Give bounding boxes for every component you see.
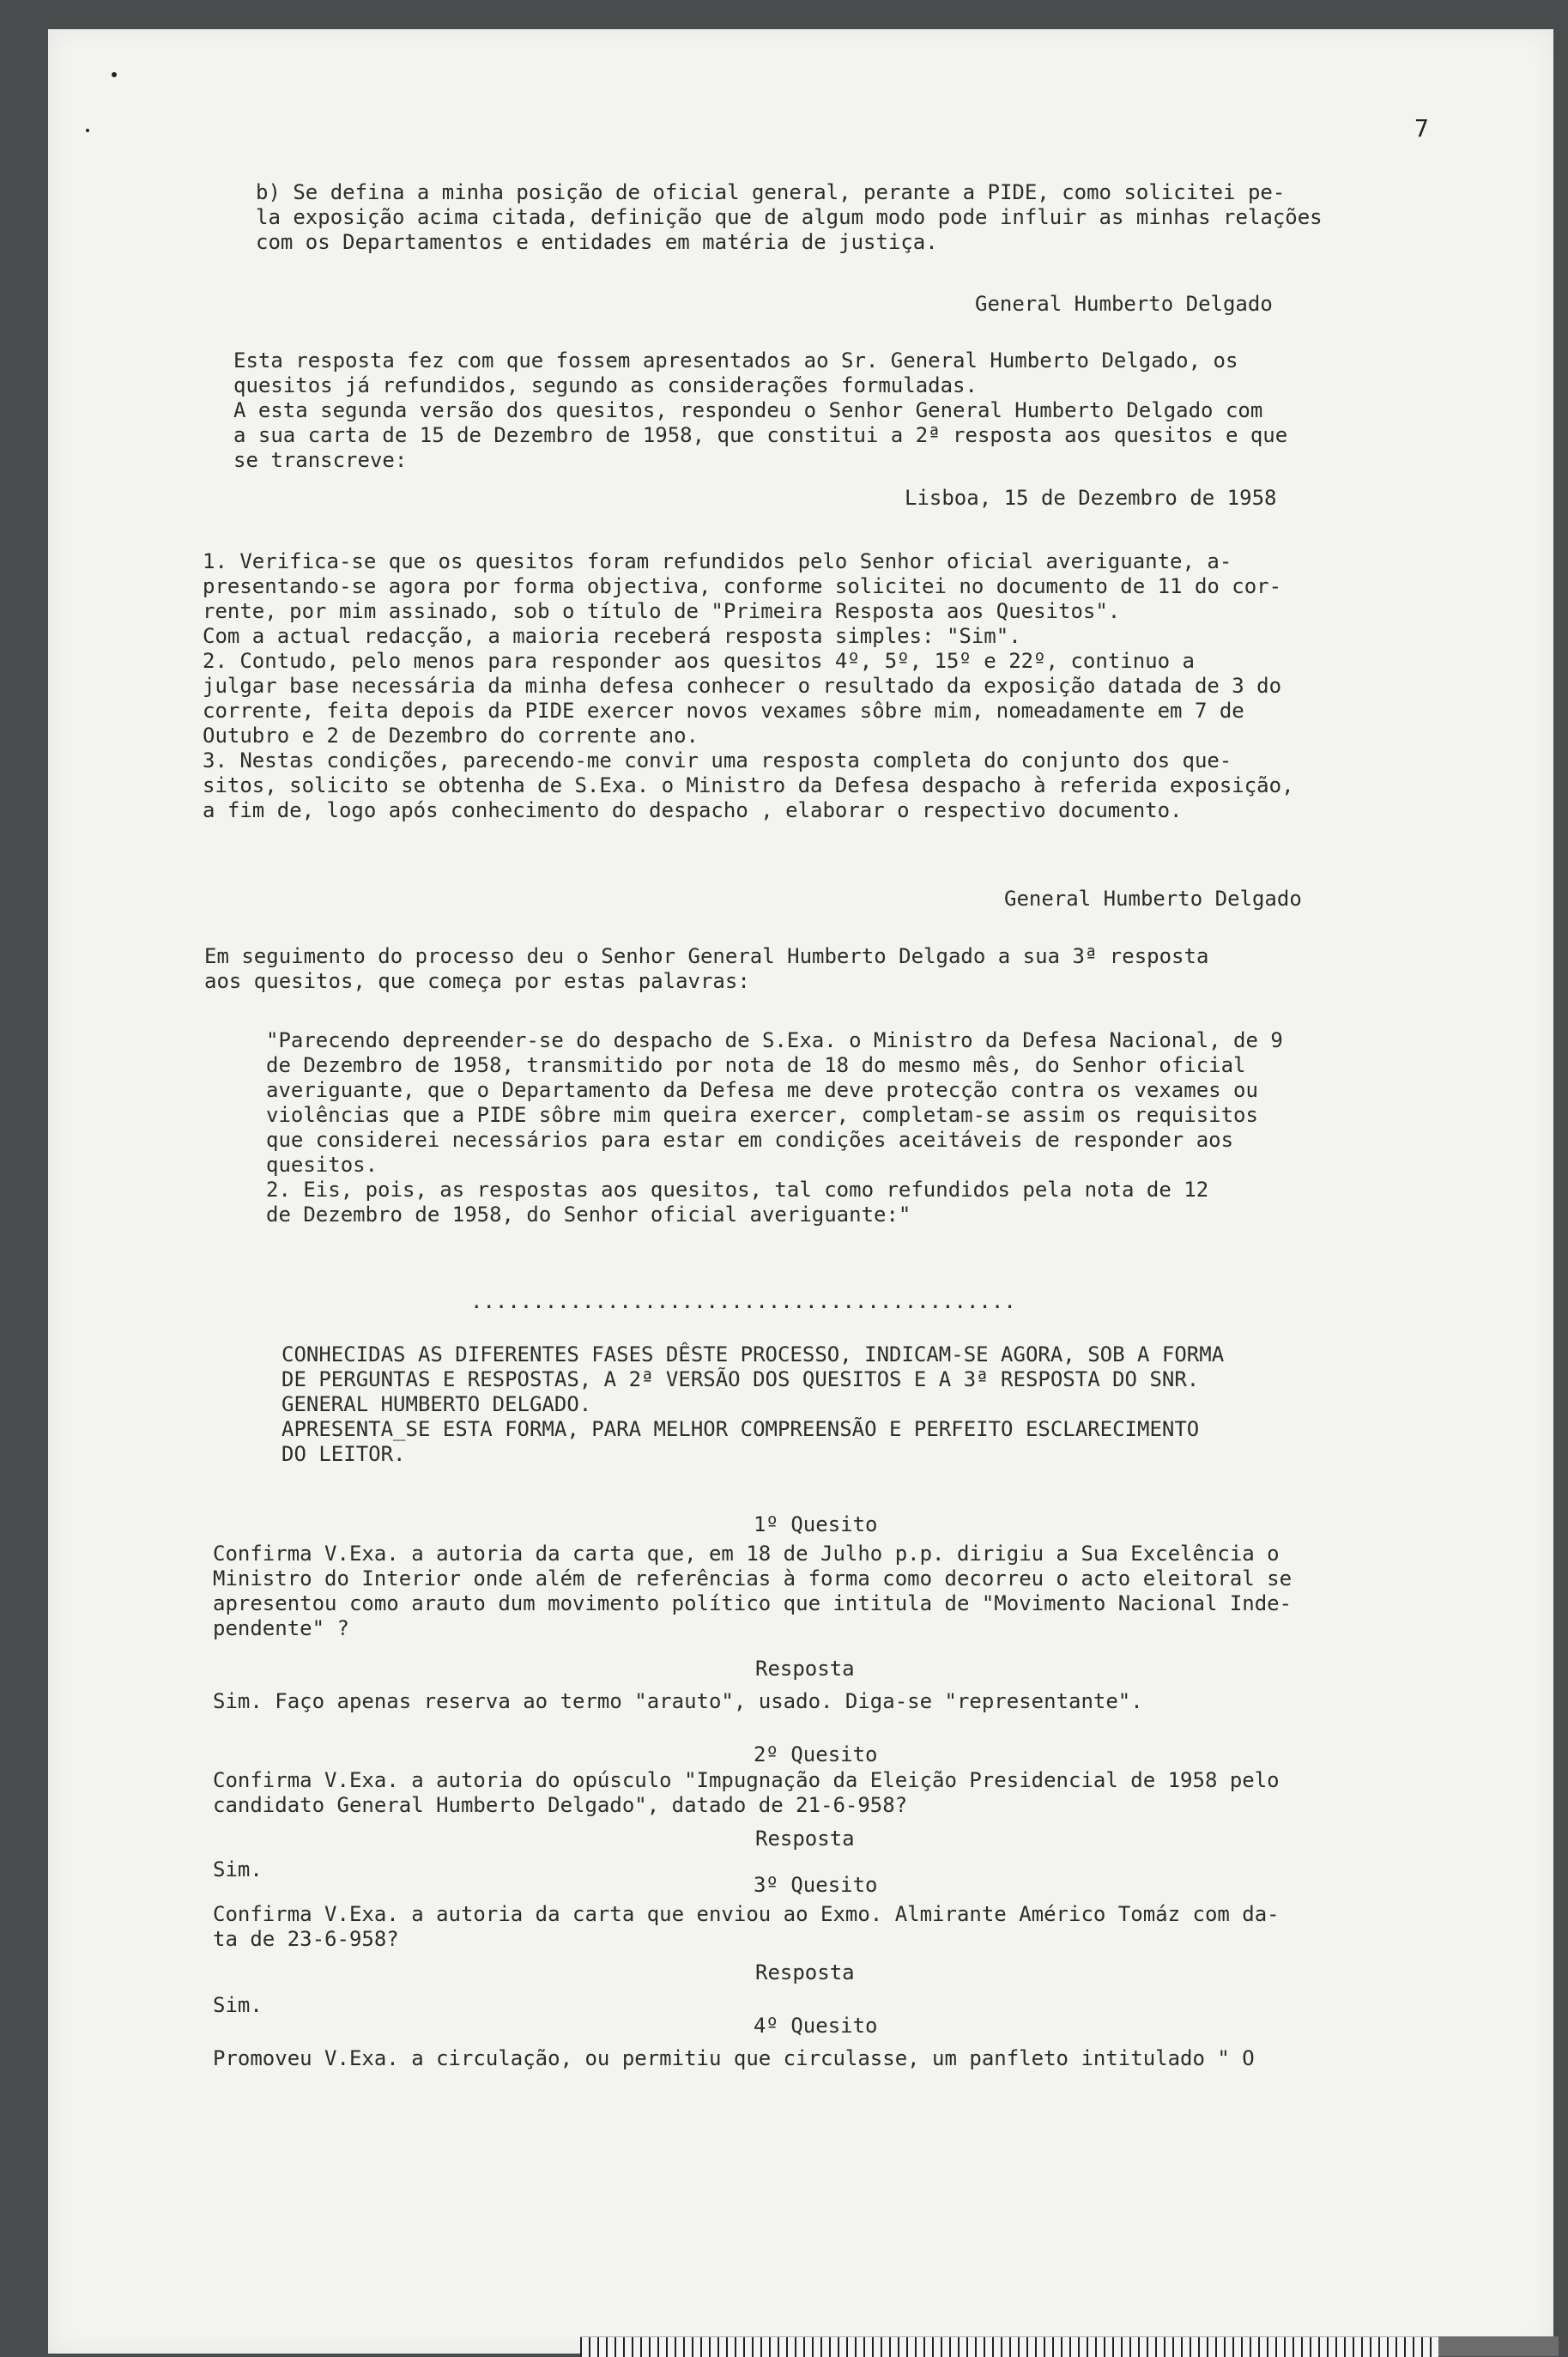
text-line: 2. Eis, pois, as respostas aos quesitos, tal como refundidos pela nota de 12 <box>266 1178 1209 1202</box>
text-line: Promoveu V.Exa. a circulação, ou permitiu que circulasse, um panfleto intitulado " O <box>213 2046 1255 2070</box>
text-line: pendente" ? <box>213 1616 349 1640</box>
text-line: Outubro e 2 de Dezembro do corrente ano. <box>203 724 699 748</box>
text-line: Resposta <box>755 1827 855 1851</box>
text-line: 1º Quesito <box>754 1512 878 1536</box>
text-line: quesitos. <box>266 1153 378 1177</box>
page-number: 7 <box>1414 114 1429 142</box>
text-line: candidato General Humberto Delgado", datado de 21-6-958? <box>213 1793 908 1817</box>
text-line: sitos, solicito se obtenha de S.Exa. o Ministro da Defesa despacho à referida exposição, <box>203 773 1294 797</box>
text-line: presentando-se agora por forma objectiva, conforme solicitei no documento de 11 do cor- <box>203 574 1282 598</box>
text-line: Ministro do Interior onde além de referências à forma como decorreu o acto eleitoral se <box>213 1566 1293 1591</box>
text-line: 2. Contudo, pelo menos para responder aos quesitos 4º, 5º, 15º e 22º, continuo a <box>203 649 1195 673</box>
text-line: Confirma V.Exa. a autoria do opúsculo "Impugnação da Eleição Presidencial de 1958 pelo <box>213 1768 1280 1792</box>
text-line: ta de 23-6-958? <box>213 1927 399 1951</box>
scale-ruler <box>580 2336 1438 2357</box>
text-line: 3. Nestas condições, parecendo-me convir uma resposta completa do conjunto dos que- <box>203 748 1232 773</box>
text-line: "Parecendo depreender-se do despacho de S.Exa. o Ministro da Defesa Nacional, de 9 <box>266 1028 1283 1052</box>
text-line: General Humberto Delgado <box>975 292 1273 316</box>
text-line: rente, por mim assinado, sob o título de "Primeira Resposta aos Quesitos". <box>203 599 1121 623</box>
text-line: Sim. Faço apenas reserva ao termo "arauto", usado. Diga-se "representante". <box>213 1689 1143 1713</box>
text-line: CONHECIDAS AS DIFERENTES FASES DÊSTE PROCESSO, INDICAM-SE AGORA, SOB A FORMA <box>282 1342 1225 1366</box>
text-line: Em seguimento do processo deu o Senhor General Humberto Delgado a sua 3ª resposta <box>204 944 1209 968</box>
text-line: 4º Quesito <box>754 2014 878 2038</box>
text-line: APRESENTA_SE ESTA FORMA, PARA MELHOR COMPREENSÃO E PERFEITO ESCLARECIMENTO <box>282 1417 1200 1441</box>
text-line: Resposta <box>755 1657 855 1681</box>
paper-speck <box>86 129 89 132</box>
text-line: 1. Verifica-se que os quesitos foram refundidos pelo Senhor oficial averiguante, a- <box>203 549 1232 573</box>
text-line: A esta segunda versão dos quesitos, respondeu o Senhor General Humberto Delgado com <box>233 398 1263 422</box>
text-line: Com a actual redacção, a maioria receberá resposta simples: "Sim". <box>203 624 1021 648</box>
text-line: 2º Quesito <box>754 1742 878 1766</box>
text-line: la exposição acima citada, definição que de algum modo pode influir as minhas relações <box>256 205 1323 229</box>
text-line: violências que a PIDE sôbre mim queira exercer, completam-se assim os requisitos <box>266 1103 1258 1127</box>
text-line: se transcreve: <box>233 448 408 472</box>
text-line: Confirma V.Exa. a autoria da carta que enviou ao Exmo. Almirante Américo Tomáz com da- <box>213 1902 1280 1926</box>
text-line: ............................................ <box>470 1289 1016 1313</box>
text-line: averiguante, que o Departamento da Defesa me deve protecção contra os vexames ou <box>266 1078 1258 1102</box>
text-line: Lisboa, 15 de Dezembro de 1958 <box>905 486 1277 510</box>
text-line: 3º Quesito <box>754 1873 878 1897</box>
text-line: b) Se defina a minha posição de oficial general, perante a PIDE, como solicitei pe- <box>256 180 1286 204</box>
text-line: julgar base necessária da minha defesa conhecer o resultado da exposição datada de 3 do <box>203 674 1282 698</box>
text-line: Confirma V.Exa. a autoria da carta que, em 18 de Julho p.p. dirigiu a Sua Excelência o <box>213 1542 1280 1566</box>
paper-speck <box>112 72 117 77</box>
text-line: corrente, feita depois da PIDE exercer novos vexames sôbre mim, nomeadamente em 7 de <box>203 699 1244 723</box>
text-line: com os Departamentos e entidades em matéria de justiça. <box>256 230 938 254</box>
text-line: DO LEITOR. <box>282 1442 406 1466</box>
text-line: GENERAL HUMBERTO DELGADO. <box>282 1392 592 1416</box>
text-line: aos quesitos, que começa por estas palavras: <box>204 969 750 993</box>
text-line: DE PERGUNTAS E RESPOSTAS, A 2ª VERSÃO DOS QUESITOS E A 3ª RESPOSTA DO SNR. <box>282 1367 1200 1391</box>
text-line: quesitos já refundidos, segundo as considerações formuladas. <box>233 373 978 397</box>
text-line: que considerei necessários para estar em condições aceitáveis de responder aos <box>266 1128 1234 1152</box>
text-line: a fim de, logo após conhecimento do despacho , elaborar o respectivo documento. <box>203 798 1183 822</box>
text-line: Resposta <box>755 1960 855 1984</box>
text-line: Sim. <box>213 1857 263 1881</box>
ruler-band <box>1438 2336 1559 2356</box>
text-line: apresentou como arauto dum movimento político que intitula de "Movimento Nacional Inde- <box>213 1591 1293 1615</box>
text-line: Esta resposta fez com que fossem apresentados ao Sr. General Humberto Delgado, os <box>233 348 1238 373</box>
text-line: de Dezembro de 1958, transmitido por nota de 18 do mesmo mês, do Senhor oficial <box>266 1053 1246 1077</box>
text-line: a sua carta de 15 de Dezembro de 1958, que constitui a 2ª resposta aos quesitos e que <box>233 423 1288 447</box>
text-line: Sim. <box>213 1993 263 2017</box>
text-line: General Humberto Delgado <box>1004 887 1302 911</box>
text-line: de Dezembro de 1958, do Senhor oficial averiguante:" <box>266 1203 911 1227</box>
